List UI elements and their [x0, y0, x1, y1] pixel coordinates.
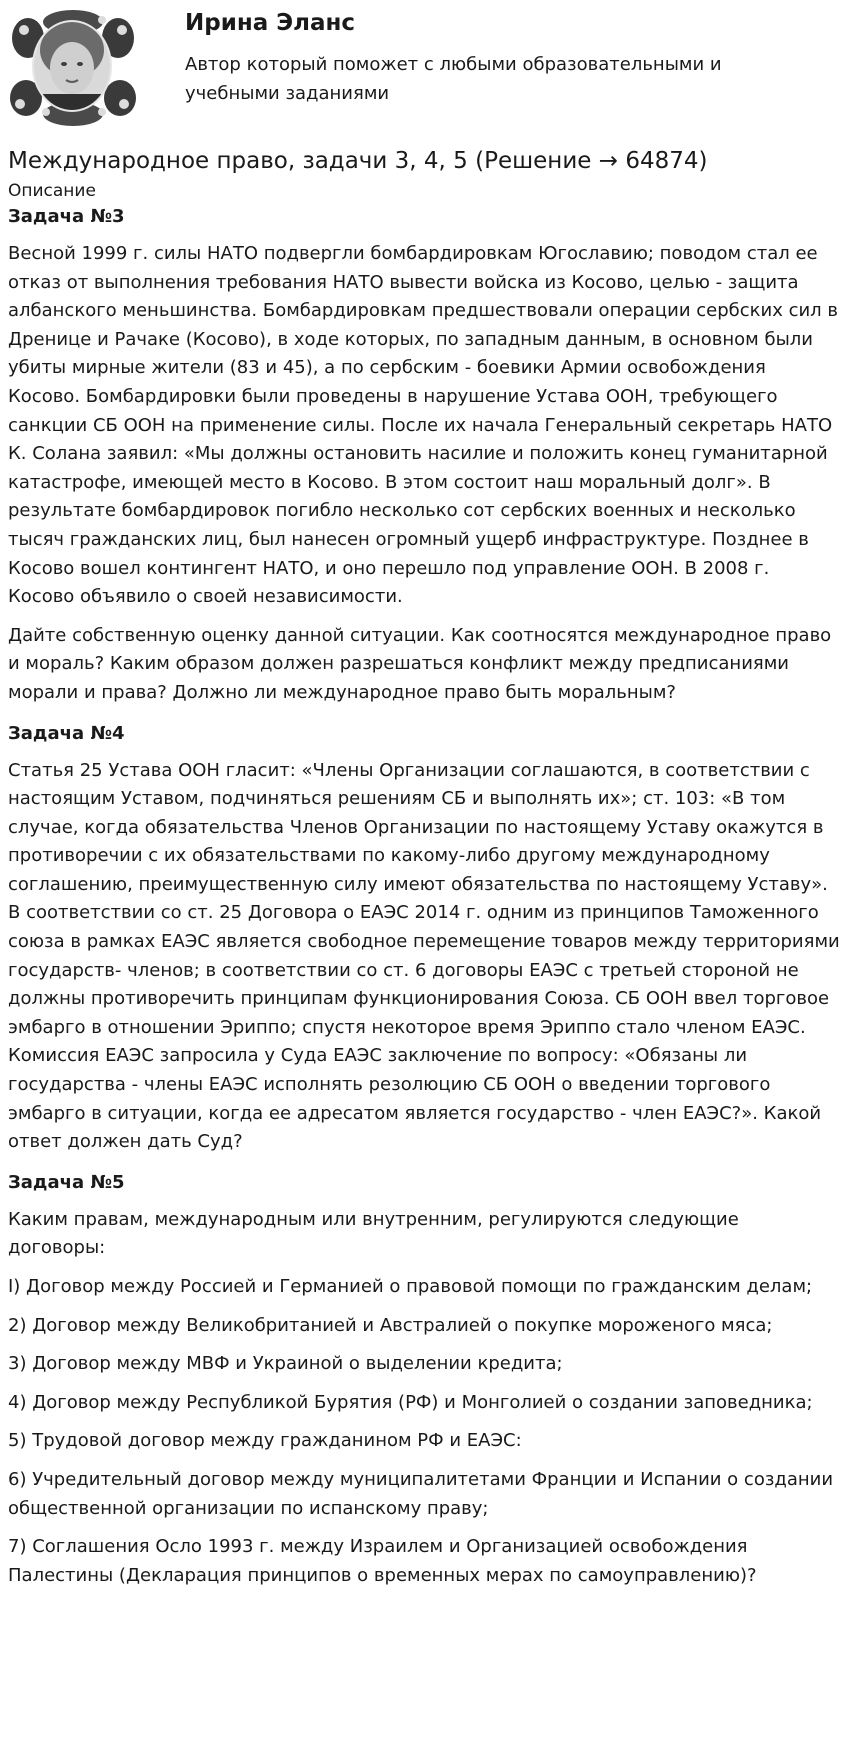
author-description: Автор который поможет с любыми образовательными и учебными заданиями	[185, 54, 722, 104]
task5-heading: Задача №5	[8, 1171, 125, 1193]
document-body	[8, 146, 840, 1600]
list-item: 5) Трудовой договор между гражданином РФ и ЕАЭС:	[8, 1430, 522, 1452]
task4-paragraph: Статья 25 Устава ООН гласит: «Члены Организации соглашаются, в соответствии с настоящим Уставом, подчиняться решениям СБ и выполнять их»; ст. 103: «В том случае, когда обязательства Членов Организации по настоящему Уставу окажутся в противоречии с их обязательствами по какому-либо другому международному соглашению, преимущественную силу имеют обязательства по настоящему Уставу». В соответствии со ст. 25 Договора о ЕАЭС 2014 г. одним из принципов Таможенного союза в рамках ЕАЭС является свободное перемещение товаров между территориями государств- членов; в соответствии со ст. 6 договоры ЕАЭС с третьей стороной не должны противоречить принципам функционирования Союза. СБ ООН ввел торговое эмбарго в отношении Эриппо; спустя некоторое время Эриппо стало членом ЕАЭС. Комиссия ЕАЭС запросила у Суда ЕАЭС заключение по вопросу: «Обязаны ли государства - члены ЕАЭС исполнять резолюцию СБ ООН о введении торгового эмбарго в ситуации, когда ее адресатом является государство - член ЕАЭС?». Какой ответ должен дать Суд?	[8, 759, 840, 1153]
list-item: 3) Договор между МВФ и Украиной о выделении кредита;	[8, 1353, 563, 1375]
list-item: 6) Учредительный договор между муниципалитетами Франции и Испании о создании общественной организации по испанскому праву;	[8, 1468, 834, 1519]
author-avatar[interactable]	[6, 8, 140, 126]
list-item: 2) Договор между Великобританией и Австралией о покупке мороженого мяса;	[8, 1314, 773, 1336]
description-label: Описание	[8, 181, 96, 201]
task3-question: Дайте собственную оценку данной ситуации. Как соотносятся международное право и мораль? Каким образом должен разрешаться конфликт между предписаниями морали и права? Должно ли международное право быть моральным?	[8, 624, 832, 703]
avatar-image	[6, 8, 140, 126]
task3-paragraph: Весной 1999 г. силы НАТО подвергли бомбардировкам Югославию; поводом стал ее отказ от выполнения требования НАТО вывести войска из Косово, целью - защита албанского меньшинства. Бомбардировкам предшествовали операции сербских сил в Дренице и Рачаке (Косово), в ходе которых, по западным данным, в основном были убиты мирные жители (83 и 45), а по сербским - боевики Армии освобождения Косово. Бомбардировки были проведены в нарушение Устава ООН, требующего санкции СБ ООН на применение силы. После их начала Генеральный секретарь НАТО К. Солана заявил: «Мы должны остановить насилие и положить конец гуманитарной катастрофе, имеющей место в Косово. В этом состоит наш моральный долг». В результате бомбардировок погибло несколько сот сербских военных и несколько тысяч гражданских лиц, был нанесен огромный ущерб инфраструктуре. Позднее в Косово вошел контингент НАТО, и оно перешло под управление ООН. В 2008 г. Косово объявило о своей независимости.	[8, 243, 839, 608]
list-item: I) Договор между Россией и Германией о правовой помощи по гражданским делам;	[8, 1276, 813, 1297]
author-header	[0, 0, 847, 130]
author-name[interactable]: Ирина Эланс	[185, 10, 356, 36]
task4-heading: Задача №4	[8, 722, 125, 744]
list-item: 7) Соглашения Осло 1993 г. между Израилем и Организацией освобождения Палестины (Декларация принципов о временных мерах по самоуправлению)?	[8, 1536, 757, 1586]
task3-heading: Задача №3	[8, 206, 125, 227]
task5-intro: Каким правам, международным или внутренним, регулируются следующие договоры:	[8, 1208, 739, 1259]
list-item: 4) Договор между Республикой Бурятия (РФ) и Монголией о создании заповедника;	[8, 1391, 813, 1413]
page-title: Международное право, задачи 3, 4, 5 (Решение → 64874)	[8, 148, 708, 174]
